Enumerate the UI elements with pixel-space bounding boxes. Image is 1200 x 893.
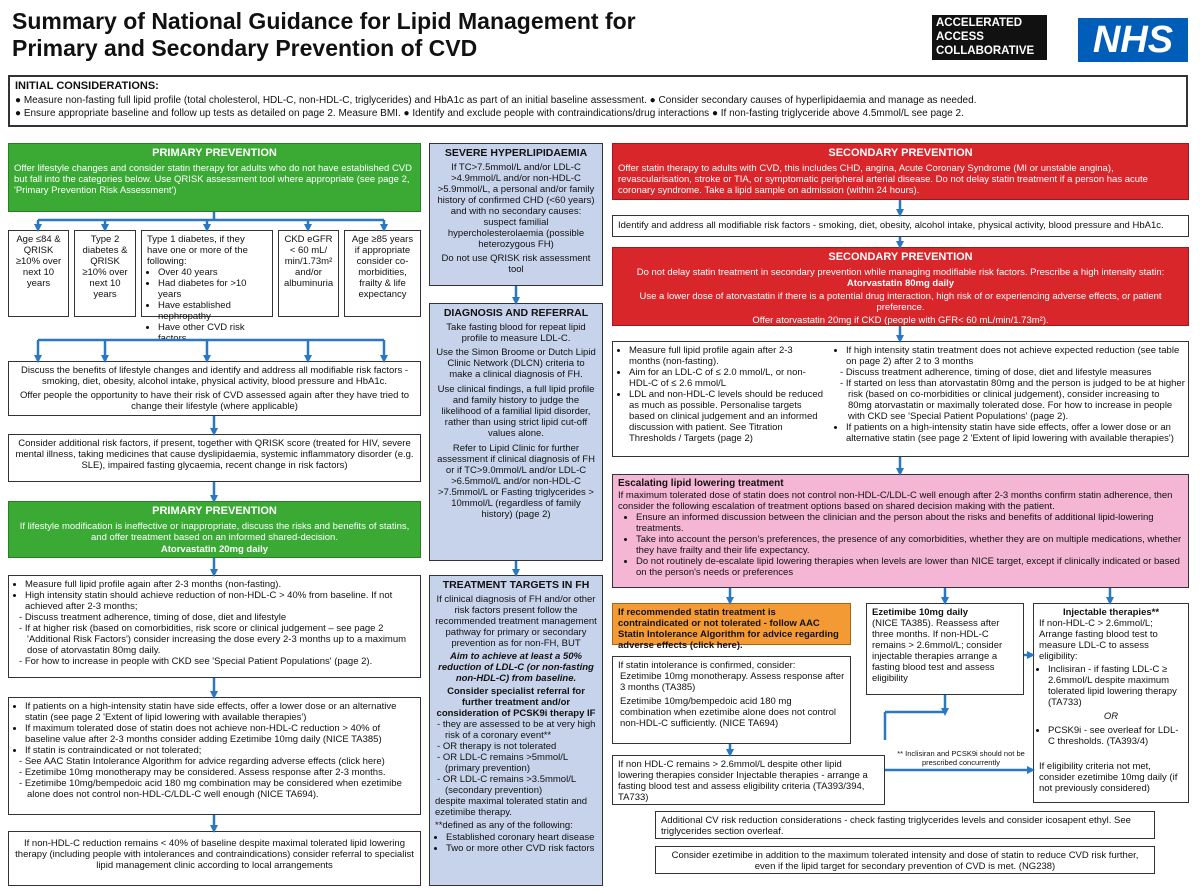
nhs-logo: NHS [1078, 18, 1188, 62]
aac-logo: ACCELERATED ACCESS COLLABORATIVE [932, 15, 1047, 60]
initial-heading: INITIAL CONSIDERATIONS: [15, 80, 159, 92]
severe-hyperlipidaemia: SEVERE HYPERLIPIDAEMIA If TC>7.5mmol/L and/or LDL-C >4.9mmol/L and/or non-HDL-C >5.9mmol/L, a personal and/or family history of confirmed CHD (<60 years) and with no secondary causes: suspect familial hypercholesterolaemia (possible heterozygous FH) Do not use QRISK risk assessment tool [429, 143, 603, 286]
escalating-treatment: Escalating lipid lowering treatment If maximum tolerated dose of statin does not control non-HDL-C/LDL-C well enough after 2-3 months confirm statin adherence, then consider the following escalation of treatment options based on shared decision making with the patient. • Ensure an informed discussion between the clinician and the person about the risks and benefits of additional lipid-lowering treatments. • Take into account the person's preferences, the presence of any comorbidities, whether they are on multiple medications, whether they have frailty and their life expectancy. • Do not routinely de-escalate lipid lowering therapies when levels are lower than NICE target, except if clinically indicated or based on the person's needs or preferences [612, 474, 1189, 588]
statin-intolerance: If statin intolerance is confirmed, consider: Ezetimibe 10mg monotherapy. Assess response after 3 months (TA385) Ezetimibe 10mg/bempedoic acid 180 mg combination when ezetimibe alone does not control non-HDL-C sufficiently. (NICE TA694) [612, 656, 851, 744]
diagnosis-referral: DIAGNOSIS AND REFERRAL Take fasting blood for repeat lipid profile to measure LDL-C. Use the Simon Broome or Dutch Lipid Clinic Network (DLCN) criteria to make a clinical diagnosis of FH. Use clinical findings, a full lipid profile and family history to judge the likelihood of a familial lipid disorder, rather than using strict lipid cut-off values alone. Refer to Lipid Clinic for further assessment if clinical diagnosis of FH or if TC>9.0mmol/L and/or LDL-C >6.5mmol/L and/or non-HDL-C >7.5mmol/L or Fasting triglycerides > 10mmol/L (regardless of family history) (page 2) [429, 303, 603, 561]
title-line-1: Summary of National Guidance for Lipid Management for [12, 8, 636, 34]
pp-followup: • Measure full lipid profile again after 2-3 months (non-fasting). • High intensity statin should achieve reduction of non-HDL-C > 40% from baseline. If not achieved after 2-3 months; - Discuss treatment adherence, timing of dose, diet and lifestyle - If at higher risk (based on comorbidities, risk score or clinical judgement – see page 2 'Additional Risk Factors') consider increasing the dose every 2-3 months up to a maximum dose of atorvastatin 80mg daily. - For how to increase in people with CKD see 'Special Patient Populations' (page 2). [8, 575, 421, 678]
category-age85: Age ≥85 years if appropriate consider co-morbidities, frailty & life expectancy [344, 230, 421, 317]
category-type1: Type 1 diabetes, if they have one or more of the following: • Over 40 years • Had diabetes for >10 years • Have established nephropathy • Have other CVD risk factors [141, 230, 273, 317]
title-line-2: Primary and Secondary Prevention of CVD [12, 35, 478, 61]
discuss-lifestyle: Discuss the benefits of lifestyle changes and identify and address all modifiable risk factors - smoking, diet, obesity, alcohol intake, physical activity, blood pressure and HbA1c. Offer people the opportunity to have their risk of CVD assessed again after they have tried to change their lifestyle (where applicable) [8, 361, 421, 416]
additional-risk-factors: Consider additional risk factors, if present, together with QRISK score (treated for HIV, severe mental illness, taking medicines that cause dyslipidaemia, systemic inflammatory disorder (e.g. SLE), impaired fasting glycaemia, recent change in risk factors) [8, 434, 421, 482]
category-ckd: CKD eGFR < 60 mL/ min/1.73m² and/or albuminuria [278, 230, 339, 317]
initial-considerations [8, 75, 1188, 127]
primary-prevention-1: PRIMARY PREVENTION Offer lifestyle changes and consider statin therapy for adults who do not have established CVD but fall into the categories below. Use QRISK assessment tool where appropriate (see page 2, 'Primary Prevention Risk Assessment') [8, 143, 421, 212]
nonhdl-remains: If non HDL-C remains > 2.6mmol/L despite other lipid lowering therapies consider Injectable therapies - arrange a fasting blood test and assess eligibility criteria (TA393/394, TA733) [612, 755, 885, 805]
secondary-prevention-2: SECONDARY PREVENTION Do not delay statin treatment in secondary prevention while managing modifiable risk factors. Prescribe a high intensity statin: Atorvastatin 80mg daily Use a lower dose of atorvastatin if there is a potential drug interaction, high risk of or experiencing adverse effects, or patient preference. Offer atorvastatin 20mg if CKD (people with GFR< 60 mL/min/1.73m²). [612, 247, 1189, 326]
statin-contraindicated: If recommended statin treatment is contraindicated or not tolerated - follow AAC Statin Intolerance Algorithm for advice regarding adverse effects (click here). [612, 603, 851, 645]
additional-cv-risk: Additional CV risk reduction considerations - check fasting triglycerides levels and consider icosapent ethyl. See triglycerides section overleaf. [655, 811, 1155, 839]
category-type2: Type 2 diabetes & QRISK ≥10% over next 10 years [74, 230, 136, 317]
sp-monitoring: • Measure full lipid profile again after 2-3 months (non-fasting). • Aim for an LDL-C of ≤ 2.0 mmol/L, or non-HDL-C of ≤ 2.6 mmol/L • LDL and non-HDL-C levels should be reduced as much as possible. Personalise targets based on clinical judgement and an informed discussion with patient. See Titration Thresholds / Targets (page 2) • If high intensity statin treatment does not achieve expected reduction (see table on page 2) after 2 to 3 months - Discuss treatment adherence, timing of dose, diet and lifestyle measures - If started on less than atorvastatin 80mg and the person is judged to be at higher risk (based on co-morbidities or clinical judgement), consider increasing to 80mg atorvastatin or maximally tolerated dose. For how to increase in people with CKD see 'Special Patient Populations' (page 2). • If patients on a high-intensity statin have side effects, offer a lower dose or an alternative statin (see page 2 'Extent of lipid lowering with available therapies') [612, 341, 1189, 457]
ezetimibe-box: Ezetimibe 10mg daily (NICE TA385). Reassess after three months. If non-HDL-C remains > 2.6mmol/L; consider injectable therapies arrange a fasting blood test and assess eligibility [866, 603, 1024, 695]
treatment-targets-fh: TREATMENT TARGETS IN FH If clinical diagnosis of FH and/or other risk factors present follow the recommended treatment management pathway for primary or secondary prevention as for non-FH, BUT Aim to achieve at least a 50% reduction of LDL-C (or non-fasting non-HDL-C) from baseline. Consider specialist referral for further treatment and/or consideration of PCSK9i therapy IF - they are assessed to be at very high risk of a coronary event** - OR therapy is not tolerated - OR LDL-C remains >5mmol/L (primary prevention) - OR LDL-C remains >3.5mmol/L (secondary prevention) despite maximal tolerated statin and ezetimibe therapy. **defined as any of the following: • Established coronary heart disease • Two or more other CVD risk factors [429, 575, 603, 886]
category-age84: Age ≤84 & QRISK ≥10% over next 10 years [8, 230, 69, 317]
primary-prevention-2: PRIMARY PREVENTION If lifestyle modification is ineffective or inappropriate, discuss the risks and benefits of statins, and offer treatment based on an informed shared-decision. Atorvastatin 20mg daily [8, 501, 421, 558]
initial-line-2: ● Ensure appropriate baseline and follow up tests as detailed on page 2. Measure BMI. ● Identify and exclude people with contraindications/drug interactions ● If non-fasting triglyceride above 4.5mmol/L see page 2. [15, 108, 964, 120]
page-title [12, 8, 712, 62]
footnote: ** Inclisiran and PCSK9i should not be prescribed concurrently [897, 749, 1025, 767]
initial-line-1: ● Measure non-fasting full lipid profile (total cholesterol, HDL-C, non-HDL-C, triglycerides) and HbA1c as part of an initial baseline assessment. ● Consider secondary causes of hyperlipidaemia and manage as needed. [15, 94, 977, 106]
secondary-prevention-1: SECONDARY PREVENTION Offer statin therapy to adults with CVD, this includes CHD, angina, Acute Coronary Syndrome (MI or unstable angina), revascularisation, stroke or TIA, or symptomatic peripheral arterial disease. Do not delay statin treatment if a person has acute coronary syndrome. Take a lipid sample on admission (within 24 hours). [612, 143, 1189, 200]
injectable-therapies: Injectable therapies** If non-HDL-C > 2.6mmol/L; Arrange fasting blood test to measure LDL-C to assess eligibility: • Inclisiran - if fasting LDL-C ≥ 2.6mmol/L despite maximum tolerated lipid lowering therapy (TA733) OR • PCSK9i - see overleaf for LDL-C thresholds. (TA393/4) If eligibility criteria not met, consider ezetimibe 10mg daily (if not previously considered) [1033, 603, 1189, 803]
ezetimibe-ng238: Consider ezetimibe in addition to the maximum tolerated intensity and dose of statin to reduce CVD risk further, even if the lipid target for secondary prevention of CVD is met. (NG238) [655, 846, 1155, 874]
pp-side-effects: • If patients on a high-intensity statin have side effects, offer a lower dose or an alternative statin (see page 2 'Extent of lipid lowering with available therapies') • If maximum tolerated dose of statin does not achieve non-HDL-C reduction > 40% of baseline value after 2-3 months consider adding Ezetimibe 10mg daily (NICE TA385) • If statin is contraindicated or not tolerated; - See AAC Statin Intolerance Algorithm for advice regarding adverse effects (click here) - Ezetimibe 10mg monotherapy may be considered. Assess response after 2-3 months. - Ezetimibe 10mg/bempedoic acid 180 mg combination may be considered when ezetimibe alone does not control non-HDL-C/LDL-C well enough (NICE TA694). [8, 697, 421, 815]
sp-identify: Identify and address all modifiable risk factors - smoking, diet, obesity, alcohol intake, physical activity, blood pressure and HbA1c. [612, 215, 1189, 237]
pp-referral: If non-HDL-C reduction remains < 40% of baseline despite maximal tolerated lipid lowering therapy (including people with intolerances and contraindications) consider referral to specialist lipid management clinic according to local arrangements [8, 831, 421, 886]
